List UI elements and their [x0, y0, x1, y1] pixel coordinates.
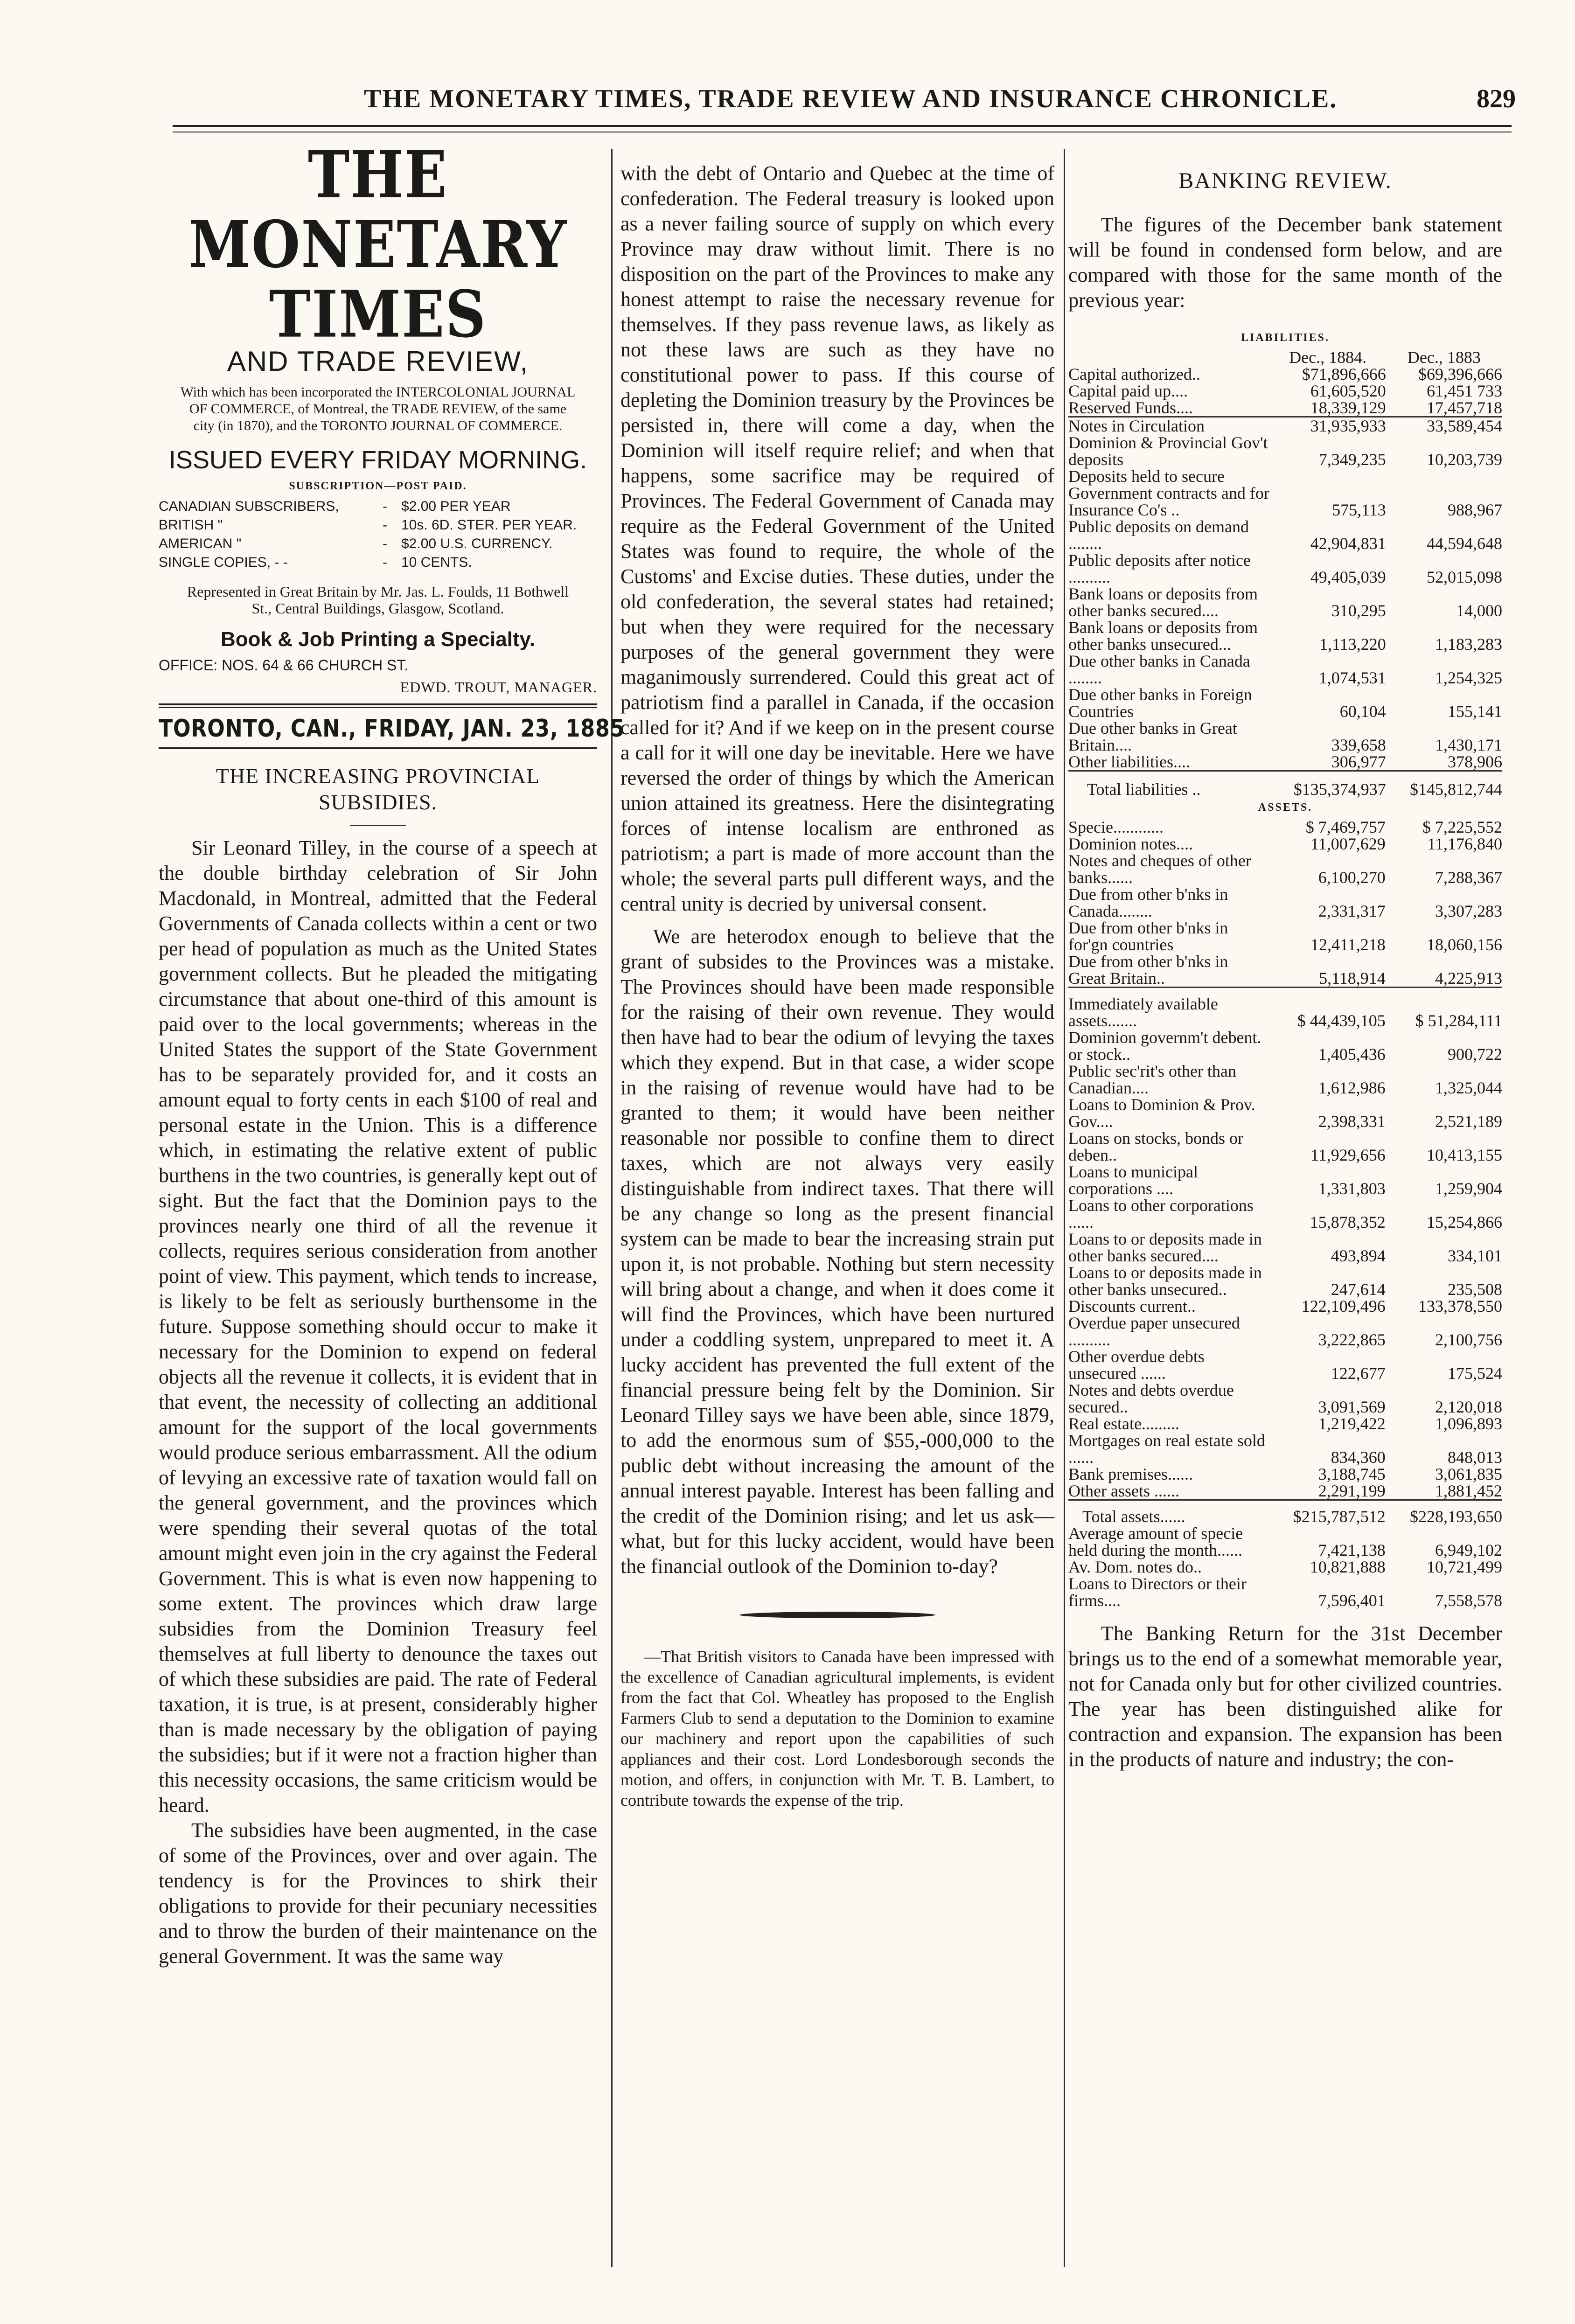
asset-row: [1068, 1231, 1502, 1264]
masthead-title: THE MONETARY TIMES: [188, 137, 568, 352]
liability-row: [1068, 417, 1502, 434]
office-line: OFFICE: NOS. 64 & 66 CHURCH ST.: [159, 657, 409, 674]
value-1883: 52,015,098: [1427, 568, 1502, 586]
column-divider-1: [611, 149, 613, 2267]
value-1883: 848,013: [1448, 1448, 1502, 1467]
value-1883: 2,521,189: [1435, 1112, 1502, 1131]
masthead-subtitle: AND TRADE REVIEW,: [227, 346, 529, 377]
running-title: THE MONETARY TIMES, TRADE REVIEW AND INSURANCE CHRONICLE.: [364, 84, 1338, 113]
value-1884: 5,118,914: [1319, 969, 1386, 988]
row-label: Public deposits after notice ..........: [1068, 551, 1251, 586]
dateline-rule: [159, 747, 597, 749]
asset-row: [1068, 1298, 1502, 1315]
asset-row: [1068, 1063, 1502, 1096]
row-label: Other overdue debts unsecured ......: [1068, 1347, 1205, 1383]
value-1884: 6,100,270: [1318, 868, 1386, 887]
row-label: Average amount of specie held during the month......: [1068, 1524, 1243, 1559]
column-header-row: Dec., 1884. Dec., 1883: [1289, 348, 1481, 367]
value-1883: 61,451 733: [1427, 382, 1502, 400]
asset-note-row: [1068, 1525, 1502, 1559]
header-rule: [173, 125, 1512, 127]
asset-row: [1068, 1432, 1502, 1466]
value-1883: 235,508: [1448, 1280, 1502, 1299]
masthead-incorporated: With which has been incorporated the INTERCOLONIAL JOURNAL OF COMMERCE, of Montreal, the TRADE REVIEW, of the same city (in 1870), and the TORONTO JOURNAL OF COMMERCE.: [180, 384, 576, 433]
assets-table: [1068, 819, 1502, 1609]
value-1883: 14,000: [1456, 601, 1502, 620]
row-label: Dominion notes....: [1068, 835, 1193, 853]
row-label: Notes in Circulation: [1068, 417, 1205, 435]
represented-line: Represented in Great Britain by Mr. Jas. L. Foulds, 11 Bothwell St., Central Buildings, Glasgow, Scotland.: [187, 583, 569, 617]
agricultural-note: —That British visitors to Canada have been impressed with the excellence of Canadian agricultural implements, is evident from the fact that Col. Wheatley has proposed to the English Farmers Club to send a deputation to the Dominion to examine our machinery and report upon the capabilities of such appliances and their cost. Lord Londesborough seconds the motion, and offers, in conjunction with Mr. T. B. Lambert, to contribute towards the expense of the trip.: [620, 1647, 1054, 1809]
capital-row: [1068, 383, 1502, 399]
row-label: Deposits held to secure Government contracts and for Insurance Co's ..: [1068, 467, 1269, 519]
article-paragraph: The subsidies have been augmented, in the case of some of the Provinces, over and over again. The tendency is for the Provinces to shirk their obligations to provide for their pecuniary necessities and to throw the burden of their maintenance on the general Government. It was the same way: [159, 1819, 597, 1968]
value-1883: 1,183,283: [1435, 635, 1502, 654]
value-1883: 988,967: [1448, 501, 1502, 519]
article-paragraph: We are heterodox enough to believe that the grant of subsides to the Provinces was a mistake. The Provinces should have been made responsible for the raising of their own revenue. They would then have had to bear the odium of levying the taxes which they expend. But in that case, a wider scope in the raising of revenue would have had to be granted to them; it would have been neither reasonable nor possible to confine them to direct taxes, which are not always very easily distinguishable from indirect taxes. That there will be any change so long as the present financial system can be made to bear the increasing strain put upon it, is not probable. Nothing but stern necessity will bring about a change, and when it does come it will find the Provinces, which have been nurtured under a coddling system, unprepared to meet it. A lucky accident has prevented the full extent of the financial pressure being felt by the Dominion. Sir Leonard Tilley says we have been able, since 1879, to add the enormous sum of $55,-000,000 to the public debt without increasing the amount of the annual interest payable. Interest has been falling and the credit of the Dominion rising; and let us ask—what, but for this lucky accident, would have been the financial outlook of the Dominion to-day?: [620, 925, 1054, 1578]
value-1883: 1,881,452: [1435, 1482, 1502, 1500]
value-1884: 1,612,986: [1318, 1079, 1386, 1097]
row-label: Reserved Funds....: [1068, 398, 1193, 417]
row-label: Av. Dom. notes do..: [1068, 1558, 1202, 1576]
manager-line: EDWD. TROUT, MANAGER.: [400, 679, 597, 696]
value-1884: 834,360: [1331, 1448, 1386, 1467]
value-1883: 334,101: [1448, 1246, 1502, 1265]
value-1883: 6,949,102: [1435, 1541, 1502, 1559]
asset-row: [1068, 1163, 1502, 1197]
asset-row: [1068, 1029, 1502, 1063]
value-1884: 2,291,199: [1318, 1482, 1386, 1500]
value-1883: 900,722: [1448, 1045, 1502, 1064]
asset-row: [1068, 1466, 1502, 1482]
column-3: [1068, 168, 1502, 1772]
banking-review-title: BANKING REVIEW.: [1178, 168, 1392, 193]
liabilities-total-row: Total liabilities .. $135,374,937 $145,812,744: [1087, 780, 1502, 799]
value-1883: 3,307,283: [1435, 902, 1502, 920]
running-header: [0, 84, 1575, 121]
value-1884: 122,677: [1331, 1364, 1386, 1383]
value-1884: 3,091,569: [1318, 1398, 1386, 1416]
row-label: Due from other b'nks in Great Britain..: [1068, 952, 1228, 988]
value-1883: 4,225,913: [1435, 969, 1502, 988]
row-label: Mortgages on real estate sold ......: [1068, 1431, 1265, 1467]
page-number: 829: [1477, 84, 1516, 113]
value-1884: 60,104: [1339, 702, 1386, 721]
asset-note-row: [1068, 1559, 1502, 1575]
article-paragraph: with the debt of Ontario and Quebec at the time of confederation. The Federal treasury is looked upon as a never failing source of supply on which every Province may draw without limit. There is no disposition on the part of the Provinces to make any honest attempt to raise the necessary revenue for themselves. If they pass revenue laws, as likely as not these laws are such as they have no constitutional power to pass. If this course of depleting the Dominion treasury by the Provinces be persisted in, there will come a day, when the Dominion will itself require relief; and when that happens, some sacrifice may be required of Provinces. The Federal Government of Canada may require as the Federal Government of the United States was found to require, the whole of the Customs' and Excise duties. These duties, under the old confederation, the several states had retained; but when they were required for the necessary purposes of the general government they were maganimously surrendered. Could this great act of patriotism find a parallel in Canada, if the occasion called for it? And if we keep on in the present course a call for it will one day be inevitable. Here we have reversed the order of things by which the American union attained its greatness. Here the disintegrating forces of intense localism are enthroned as patriotism; a part is made of more account than the whole; the several parts pull different ways, and the central unity is decried by universal consent.: [620, 162, 1054, 915]
asset-row: [1068, 1348, 1502, 1382]
value-1884: 1,331,803: [1318, 1179, 1386, 1198]
asset-row: [1068, 1315, 1502, 1348]
value-1883: 2,100,756: [1435, 1330, 1502, 1349]
row-label: Due from other b'nks in Canada........: [1068, 885, 1228, 920]
dateline: TORONTO, CAN., FRIDAY, JAN. 23, 1885: [159, 715, 625, 743]
value-1884: 2,398,331: [1318, 1112, 1386, 1131]
value-1883: 3,061,835: [1435, 1465, 1502, 1483]
value-1884: 11,007,629: [1310, 835, 1386, 853]
column-1: [159, 137, 625, 1969]
row-label: Public deposits on demand ........: [1068, 517, 1249, 553]
printing-line: Book & Job Printing a Specialty.: [221, 628, 535, 651]
value-1883: 1,254,325: [1435, 668, 1502, 687]
value-1884: 3,222,865: [1318, 1330, 1386, 1349]
liabilities-table: [1068, 349, 1502, 798]
row-label: Capital paid up....: [1068, 382, 1188, 400]
row-label: Due other banks in Great Britain....: [1068, 719, 1237, 754]
row-label: Discounts current..: [1068, 1297, 1196, 1315]
value-1884: 310,295: [1331, 601, 1386, 620]
asset-row: [1068, 953, 1502, 988]
subscription-row: SINGLE COPIES, - - - 10 CENTS.: [159, 555, 472, 570]
row-label: Due other banks in Foreign Countries: [1068, 685, 1252, 721]
liability-row: [1068, 686, 1502, 720]
issued-line: ISSUED EVERY FRIDAY MORNING.: [168, 446, 587, 474]
row-label: Loans to other corporations ......: [1068, 1196, 1254, 1232]
value-1883: 18,060,156: [1427, 935, 1502, 954]
asset-row: [1068, 1482, 1502, 1500]
row-label: Bank loans or deposits from other banks unsecured...: [1068, 618, 1258, 654]
subscription-row: AMERICAN " - $2.00 U.S. CURRENCY.: [159, 536, 553, 551]
row-label: Notes and cheques of other banks......: [1068, 851, 1251, 887]
value-1884: 31,935,933: [1310, 417, 1386, 435]
value-1883: 44,594,648: [1427, 534, 1502, 553]
liabilities-heading: LIABILITIES.: [1240, 332, 1330, 344]
capital-row: [1068, 399, 1502, 417]
value-1883: 10,721,499: [1427, 1558, 1502, 1576]
liability-row: [1068, 552, 1502, 585]
subscription-table: [159, 497, 597, 572]
masthead-rule: [159, 703, 597, 705]
subscription-row: BRITISH " - 10s. 6D. STER. PER YEAR.: [159, 517, 577, 533]
banking-intro: The figures of the December bank statement will be found in condensed form below, and are compared with those for the same month of the previous year:: [1068, 213, 1502, 312]
title-rule: [350, 825, 406, 826]
row-label: Due from other b'nks in for'gn countries: [1068, 918, 1228, 954]
value-1883: 175,524: [1448, 1364, 1502, 1383]
row-label: Bank loans or deposits from other banks secured....: [1068, 584, 1258, 620]
value-1883: 10,203,739: [1427, 450, 1502, 469]
subscription-heading: SUBSCRIPTION—POST PAID.: [289, 480, 467, 492]
value-1884: 3,188,745: [1318, 1465, 1386, 1483]
value-1883: 2,120,018: [1435, 1398, 1502, 1416]
value-1883: 17,457,718: [1427, 398, 1502, 417]
asset-row: [1068, 1382, 1502, 1415]
row-label: Specie............: [1068, 818, 1164, 836]
assets-heading: ASSETS.: [1258, 801, 1313, 814]
value-1884: 7,421,138: [1318, 1541, 1386, 1559]
value-1884: 1,219,422: [1318, 1414, 1386, 1433]
value-1884: 61,605,520: [1310, 382, 1386, 400]
row-label: Other assets ......: [1068, 1482, 1179, 1500]
row-label: Loans on stocks, bonds or deben..: [1068, 1129, 1243, 1164]
value-1884: 1,074,531: [1318, 668, 1386, 687]
column-2: [620, 161, 1054, 1827]
value-1884: 10,821,888: [1310, 1558, 1386, 1576]
article-title: THE INCREASING PROVINCIAL SUBSIDIES.: [216, 764, 540, 814]
value-1883: 1,430,171: [1435, 736, 1502, 754]
row-label: Dominion & Provincial Gov't deposits: [1068, 433, 1268, 469]
liability-row: [1068, 518, 1502, 552]
asset-row: [1068, 819, 1502, 835]
row-label: Loans to or deposits made in other banks secured....: [1068, 1230, 1262, 1265]
value-1883: 7,558,578: [1435, 1591, 1502, 1610]
asset-row: [1068, 1415, 1502, 1432]
row-label: Dominion governm't debent. or stock..: [1068, 1028, 1261, 1064]
value-1883: 1,096,893: [1435, 1414, 1502, 1433]
value-1884: 122,109,496: [1301, 1297, 1386, 1315]
value-1884: 306,977: [1331, 752, 1386, 771]
value-1883: 1,325,044: [1435, 1079, 1502, 1097]
asset-row: [1068, 1264, 1502, 1298]
asset-row: [1068, 886, 1502, 919]
row-label: Other liabilities....: [1068, 752, 1190, 771]
banking-closing: The Banking Return for the 31st December brings us to the end of a somewhat memorable year, not for Canada only but for other civilized countries. The year has been distinguished alike for contraction and expansion. The expansion has been in the products of nature and industry; the con-: [1068, 1622, 1502, 1771]
immediate-assets-row: Immediately available assets....... $ 44,439,105 $ 51,284,111: [1068, 995, 1502, 1030]
row-label: Loans to Dominion & Prov. Gov....: [1068, 1095, 1255, 1131]
value-1884: $ 7,469,757: [1305, 818, 1386, 836]
value-1884: 1,405,436: [1318, 1045, 1386, 1064]
value-1884: 493,894: [1331, 1246, 1386, 1265]
value-1883: $69,396,666: [1418, 365, 1502, 383]
value-1884: 12,411,218: [1310, 935, 1386, 954]
asset-note-row: [1068, 1575, 1502, 1609]
value-1884: 7,349,235: [1318, 450, 1386, 469]
subscription-row: CANADIAN SUBSCRIBERS, - $2.00 PER YEAR: [159, 499, 511, 514]
value-1884: 18,339,129: [1310, 398, 1386, 417]
liability-row: [1068, 434, 1502, 468]
row-label: Capital authorized..: [1068, 365, 1200, 383]
row-label: Notes and debts overdue secured..: [1068, 1381, 1234, 1416]
row-label: Bank premises......: [1068, 1465, 1193, 1483]
asset-row: [1068, 835, 1502, 852]
row-label: Public sec'rit's other than Canadian....: [1068, 1062, 1236, 1097]
value-1883: 1,259,904: [1435, 1179, 1502, 1198]
row-label: Loans to or deposits made in other banks unsecured..: [1068, 1263, 1262, 1299]
value-1883: $ 7,225,552: [1422, 818, 1502, 836]
value-1884: 15,878,352: [1310, 1213, 1386, 1232]
value-1883: 133,378,550: [1418, 1297, 1502, 1315]
value-1884: 2,331,317: [1318, 902, 1386, 920]
article-paragraph: Sir Leonard Tilley, in the course of a speech at the double birthday celebration of Sir John Macdonald, in Montreal, admitted that the Federal Governments of Canada collects within a cent or two per head of population as much as the United States government collects. But he pleaded the mitigating circumstance that about one-third of this amount is paid over to the local governments; whereas in the United States the support of the State Government has to be separately provided for, and it costs an amount equal to forty cents in each $100 of real and personal estate in the Union. This is a difference which, in estimating the relative extent of public burthens in the two countries, is generally kept out of sight. But the fact that the Dominion pays to the provinces nearly one third of all the revenue it collects, requires serious consideration from another point of view. This payment, which tends to increase, is likely to be felt as seriously burthensome in the future. Suppose something should occur to make it necessary for the Dominion to expend on federal objects all the revenue it collects, it is evident that in that event, the necessity of collecting an additional amount for the support of the local governments would produce serious embarrassment. All the odium of levying an excessive rate of taxation would fall on the general government, and the provinces which were spending their several quotas of the total amount might even join in the cry against the Federal Government. This is what is even now happening to some extent. The provinces which draw large subsidies from the Dominion Treasury feel themselves at full liberty to denounce the taxes out of which these subsidies are paid. The rate of Federal taxation, it is true, is at present, considerably higher than is made necessary by the obligation of paying the subsidies; but if it were not a fraction higher than this necessity occasions, the same criticism would be heard.: [159, 836, 597, 1816]
liability-row: [1068, 753, 1502, 771]
value-1883: 11,176,840: [1427, 835, 1502, 853]
column-divider-2: [1064, 149, 1065, 2267]
total-assets-row: Total assets...... $215,787,512 $228,193,650: [1082, 1507, 1502, 1526]
asset-row: [1068, 852, 1502, 886]
row-label: Overdue paper unsecured ..........: [1068, 1314, 1240, 1349]
asset-row: [1068, 1096, 1502, 1130]
value-1883: 7,288,367: [1435, 868, 1502, 887]
masthead-rule-thin: [159, 707, 597, 708]
liability-row: [1068, 585, 1502, 619]
asset-row: [1068, 919, 1502, 953]
value-1884: 339,658: [1331, 736, 1386, 754]
value-1884: 49,405,039: [1310, 568, 1386, 586]
asset-row: [1068, 1130, 1502, 1163]
row-label: Loans to Directors or their firms....: [1068, 1574, 1247, 1610]
row-label: Loans to municipal corporations ....: [1068, 1162, 1198, 1198]
capital-row: [1068, 366, 1502, 383]
value-1883: 33,589,454: [1427, 417, 1502, 435]
value-1884: 11,929,656: [1310, 1146, 1386, 1164]
liability-row: [1068, 468, 1502, 518]
value-1883: 15,254,866: [1427, 1213, 1502, 1232]
value-1884: 42,904,831: [1310, 534, 1386, 553]
value-1884: 247,614: [1331, 1280, 1386, 1299]
value-1884: 575,113: [1332, 501, 1386, 519]
row-label: Due other banks in Canada ........: [1068, 652, 1250, 687]
section-ornament-rule: [739, 1612, 935, 1618]
row-label: Real estate.........: [1068, 1414, 1179, 1433]
value-1883: 378,906: [1448, 752, 1502, 771]
value-1883: 10,413,155: [1427, 1146, 1502, 1164]
value-1884: $71,896,666: [1302, 365, 1386, 383]
value-1883: 155,141: [1448, 702, 1502, 721]
value-1884: 7,596,401: [1318, 1591, 1386, 1610]
value-1884: 1,113,220: [1319, 635, 1386, 654]
liability-row: [1068, 653, 1502, 686]
asset-row: [1068, 1197, 1502, 1231]
liability-row: [1068, 720, 1502, 753]
liability-row: [1068, 619, 1502, 653]
